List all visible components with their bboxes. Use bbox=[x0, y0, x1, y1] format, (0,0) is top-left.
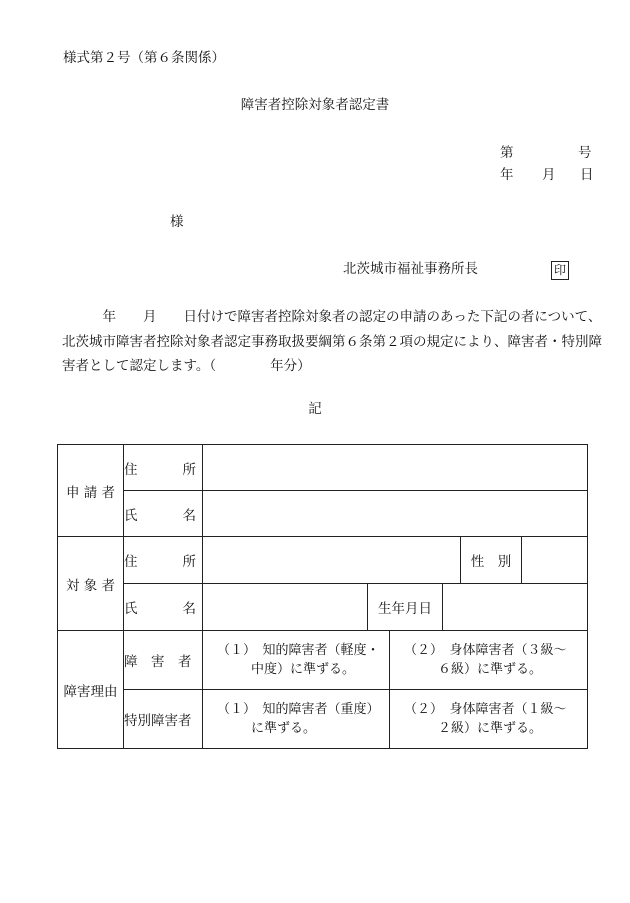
statement-line: 北茨城市障害者控除対象者認定事務取扱要綱第６条第２項の規定により、障害者・特別障 bbox=[62, 333, 602, 350]
target-sex-label: 性 別 bbox=[460, 537, 521, 583]
target-name-field[interactable] bbox=[203, 584, 367, 630]
applicant-address-label: 住 所 bbox=[124, 445, 203, 491]
document-number-label: 第 bbox=[500, 145, 514, 161]
special-option-physical[interactable]: （２） 身体障害者（１級～ ２級）に準ずる。 bbox=[389, 690, 587, 748]
disabled-option-intellectual[interactable]: （１） 知的障害者（軽度・ 中度）に準ずる。 bbox=[217, 643, 380, 677]
special-disabled-options-row bbox=[203, 690, 588, 749]
issuer-title: 北茨城市福祉事務所長 bbox=[343, 261, 478, 277]
disabled-label: 障 害 者 bbox=[124, 631, 203, 690]
reason-group-label: 障害理由 bbox=[58, 631, 124, 749]
applicant-name-field[interactable] bbox=[203, 491, 588, 537]
certification-statement bbox=[62, 305, 602, 379]
applicant-name-label: 氏 名 bbox=[124, 491, 203, 537]
date-day-label: 日 bbox=[580, 167, 594, 183]
statement-line: 害者として認定します。（ 年分） bbox=[62, 358, 311, 374]
seal-box: 印 bbox=[551, 261, 569, 280]
target-address-field[interactable] bbox=[203, 537, 460, 583]
target-group-label: 対 象 者 bbox=[58, 537, 124, 631]
ki-heading: 記 bbox=[308, 401, 322, 417]
target-name-label: 氏 名 bbox=[124, 584, 203, 631]
applicant-group-label: 申 請 者 bbox=[58, 445, 124, 537]
disabled-options-row bbox=[203, 631, 588, 690]
document-number-suffix: 号 bbox=[578, 145, 592, 161]
special-disabled-label: 特別障害者 bbox=[124, 690, 203, 749]
applicant-address-field[interactable] bbox=[203, 445, 588, 491]
target-name-row bbox=[203, 584, 588, 631]
document-title: 障害者控除対象者認定書 bbox=[240, 97, 390, 113]
date-year-label: 年 bbox=[500, 167, 514, 183]
certification-table bbox=[57, 444, 588, 749]
target-sex-field[interactable] bbox=[521, 537, 587, 583]
disabled-option-physical[interactable]: （２） 身体障害者（３級～ ６級）に準ずる。 bbox=[389, 631, 587, 689]
special-option-intellectual[interactable]: （１） 知的障害者（重度） に準ずる。 bbox=[217, 702, 380, 736]
target-birthdate-field[interactable] bbox=[442, 584, 587, 630]
target-birthdate-label: 生年月日 bbox=[367, 584, 442, 630]
target-address-row bbox=[203, 537, 588, 584]
target-address-label: 住 所 bbox=[124, 537, 203, 584]
date-month-label: 月 bbox=[542, 167, 556, 183]
form-number: 様式第２号（第６条関係） bbox=[63, 50, 225, 66]
addressee-honorific: 様 bbox=[170, 214, 184, 230]
statement-line: 年 月 日付けで障害者控除対象者の認定の申請のあった下記の者について、 bbox=[62, 309, 602, 325]
